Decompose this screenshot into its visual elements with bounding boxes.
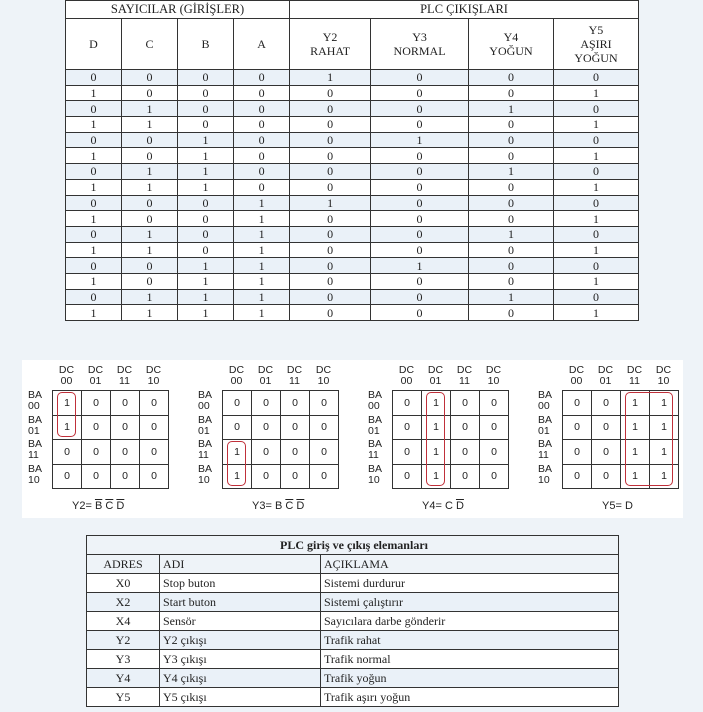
io-address: Y3 [87, 650, 160, 669]
truth-table-cell: 0 [371, 70, 469, 86]
truth-table-cell: 0 [371, 211, 469, 227]
kmap-equation: Y4= C $\overline{D}$ [422, 500, 464, 512]
truth-table-cell: 1 [234, 273, 290, 289]
truth-table-row [66, 211, 639, 227]
kmap-row-label: BA 00 [368, 389, 383, 412]
col-header-a: A [234, 19, 290, 70]
truth-table-cell: 0 [553, 164, 638, 180]
kmap-cell: 1 [650, 391, 679, 416]
kmap-row-label: BA 10 [368, 462, 383, 486]
truth-table-row [66, 101, 639, 117]
kmap-cell: 1 [621, 440, 650, 465]
truth-table-cell: 1 [371, 258, 469, 274]
kmap-col-label: DC 11 [456, 364, 473, 387]
truth-table-cell: 0 [234, 179, 290, 195]
truth-table-row [66, 195, 639, 211]
kmap-col-label: DC 00 [58, 364, 75, 387]
kmap-cell: 0 [223, 391, 252, 416]
kmap-cell: 0 [563, 464, 592, 489]
truth-table-cell: 0 [290, 226, 371, 242]
truth-table-row [66, 226, 639, 242]
truth-table-cell: 0 [290, 305, 371, 321]
io-address: X4 [87, 612, 160, 631]
io-table-row [87, 650, 619, 669]
kmap-cell: 0 [140, 440, 169, 465]
kmap-cell: 0 [310, 464, 339, 489]
truth-table-cell: 0 [468, 242, 553, 258]
kmap-row-label: BA 01 [538, 413, 553, 437]
truth-table-cell: 1 [468, 101, 553, 117]
truth-table-cell: 1 [290, 70, 371, 86]
truth-table-cell: 1 [468, 164, 553, 180]
truth-table-cell: 0 [66, 226, 122, 242]
kmap-row-label: BA 01 [28, 413, 43, 437]
truth-table-cell: 1 [553, 117, 638, 133]
kmap-row-label: BA 00 [28, 389, 43, 412]
truth-table-cell: 1 [122, 305, 178, 321]
io-address: X2 [87, 593, 160, 612]
truth-table-cell: 0 [178, 85, 234, 101]
io-address: X0 [87, 574, 160, 593]
kmap-cell: 0 [393, 440, 422, 465]
kmap-cell: 1 [650, 440, 679, 465]
kmap-cell: 0 [310, 440, 339, 465]
kmap-cell: 0 [53, 440, 82, 465]
truth-table-row [66, 242, 639, 258]
io-header-description: AÇIKLAMA [321, 555, 619, 574]
truth-table-cell: 0 [122, 258, 178, 274]
io-name: Start buton [160, 593, 321, 612]
kmap-cell: 0 [82, 391, 111, 416]
truth-table-cell: 0 [122, 148, 178, 164]
truth-table-cell: 0 [290, 289, 371, 305]
truth-table-cell: 1 [66, 117, 122, 133]
truth-table-cell: 0 [371, 148, 469, 164]
truth-table-row [66, 273, 639, 289]
kmap-cell: 0 [480, 440, 509, 465]
io-name: Y2 çıkışı [160, 631, 321, 650]
truth-table-row [66, 258, 639, 274]
kmap-cell: 0 [451, 464, 480, 489]
truth-table-cell: 0 [553, 70, 638, 86]
truth-table-cell: 1 [66, 211, 122, 227]
truth-table-cell: 1 [66, 148, 122, 164]
truth-table-cell: 0 [468, 85, 553, 101]
truth-table-cell: 0 [122, 273, 178, 289]
truth-table-cell: 0 [234, 117, 290, 133]
truth-table-cell: 1 [122, 242, 178, 258]
io-description: Trafik rahat [321, 631, 619, 650]
col-header-y3: Y3 NORMAL [371, 19, 469, 70]
kmap-cell: 0 [563, 415, 592, 440]
col-header-c: C [122, 19, 178, 70]
kmap-cell: 0 [252, 440, 281, 465]
kmap-group-loop [57, 392, 76, 437]
truth-table-cell: 1 [234, 226, 290, 242]
truth-table-cell: 0 [290, 211, 371, 227]
truth-table-cell: 0 [122, 85, 178, 101]
truth-table-cell: 1 [66, 85, 122, 101]
truth-table-cell: 1 [178, 148, 234, 164]
kmap-cell: 0 [480, 415, 509, 440]
truth-table-cell: 1 [468, 289, 553, 305]
truth-table-row [66, 85, 639, 101]
truth-table-cell: 1 [553, 148, 638, 164]
truth-table-cell: 1 [553, 273, 638, 289]
truth-table-cell: 0 [371, 195, 469, 211]
truth-table-cell: 0 [234, 164, 290, 180]
io-table-row [87, 688, 619, 707]
kmap-cell: 1 [422, 391, 451, 416]
truth-table-cell: 1 [122, 101, 178, 117]
truth-table-cell: 1 [66, 179, 122, 195]
io-table-row [87, 631, 619, 650]
truth-table-cell: 1 [66, 242, 122, 258]
kmap-cell: 0 [111, 464, 140, 489]
io-description: Trafik aşırı yoğun [321, 688, 619, 707]
truth-table-cell: 1 [234, 305, 290, 321]
kmap-col-label: DC 10 [315, 364, 332, 387]
kmap-col-label: DC 00 [228, 364, 245, 387]
truth-table-cell: 0 [371, 85, 469, 101]
kmap-col-label: DC 11 [626, 364, 643, 387]
truth-table-cell: 0 [290, 273, 371, 289]
truth-table-cell: 0 [290, 117, 371, 133]
kmap-equation: $Y2= \overline{B}$ $\overline{C}$ $\overline{D}$ [72, 500, 125, 512]
truth-table-cell: 1 [234, 211, 290, 227]
kmap-grid [392, 390, 509, 489]
truth-table-cell: 0 [122, 70, 178, 86]
truth-table-row [66, 132, 639, 148]
truth-table-cell: 1 [178, 132, 234, 148]
io-name: Stop buton [160, 574, 321, 593]
kmap-col-label: DC 01 [87, 364, 104, 387]
truth-table-cell: 1 [553, 85, 638, 101]
io-name: Y3 çıkışı [160, 650, 321, 669]
col-header-y4: Y4 YOĞUN [468, 19, 553, 70]
truth-table-cell: 0 [468, 195, 553, 211]
kmap-cell: 0 [140, 415, 169, 440]
kmap-cell: 1 [621, 464, 650, 489]
truth-table-cell: 1 [122, 179, 178, 195]
truth-table-cell: 0 [468, 132, 553, 148]
outputs-group-header: PLC ÇIKIŞLARI [290, 1, 639, 19]
kmap-cell: 1 [650, 464, 679, 489]
io-name: Y5 çıkışı [160, 688, 321, 707]
kmap-cell: 0 [111, 440, 140, 465]
kmap-equation: Y5= D [602, 500, 633, 512]
truth-table-row [66, 164, 639, 180]
io-table-row [87, 593, 619, 612]
kmap-group-loop [625, 392, 673, 486]
truth-table-cell: 0 [122, 195, 178, 211]
truth-table-cell: 1 [553, 211, 638, 227]
truth-table-cell: 0 [468, 70, 553, 86]
io-table-title: PLC giriş ve çıkış elemanları [87, 536, 619, 555]
truth-table-cell: 1 [178, 258, 234, 274]
truth-table-cell: 0 [371, 226, 469, 242]
truth-table-cell: 0 [178, 242, 234, 258]
truth-table-cell: 0 [290, 258, 371, 274]
kmap-row-label: BA 10 [538, 462, 553, 486]
truth-table-cell: 0 [290, 242, 371, 258]
kmap-cell: 1 [223, 464, 252, 489]
kmap-col-label: DC 00 [568, 364, 585, 387]
truth-table-cell: 0 [234, 85, 290, 101]
truth-table-cell: 0 [371, 117, 469, 133]
truth-table-cell: 0 [234, 70, 290, 86]
kmap-cell: 0 [281, 464, 310, 489]
kmap-cell: 1 [650, 415, 679, 440]
truth-table-cell: 0 [553, 195, 638, 211]
truth-table-cell: 0 [234, 148, 290, 164]
kmap-row-label: BA 01 [368, 413, 383, 437]
kmap-col-label: DC 10 [655, 364, 672, 387]
kmap-row-label: BA 11 [368, 438, 383, 461]
io-description: Trafik yoğun [321, 669, 619, 688]
truth-table-cell: 0 [66, 195, 122, 211]
truth-table-cell: 0 [66, 70, 122, 86]
karnaugh-map-2 [192, 360, 357, 518]
kmap-row-label: BA 11 [198, 438, 213, 461]
plc-io-table [86, 535, 619, 707]
kmap-cell: 0 [592, 440, 621, 465]
kmap-cell: 0 [111, 391, 140, 416]
kmap-equation: Y3= B $\overline{C}$ $\overline{D}$ [252, 500, 305, 512]
truth-table-cell: 1 [122, 117, 178, 133]
karnaugh-map-4 [532, 360, 697, 518]
kmap-row-label: BA 11 [28, 438, 43, 461]
truth-table-cell: 1 [468, 226, 553, 242]
kmap-col-label: DC 11 [286, 364, 303, 387]
io-header-name: ADI [160, 555, 321, 574]
truth-table-row [66, 70, 639, 86]
truth-table-cell: 1 [234, 289, 290, 305]
kmap-cell: 0 [252, 391, 281, 416]
karnaugh-map-3 [362, 360, 527, 518]
col-header-y5: Y5 AŞIRI YOĞUN [553, 19, 638, 70]
kmap-col-label: DC 10 [145, 364, 162, 387]
io-address: Y5 [87, 688, 160, 707]
io-description: Trafik normal [321, 650, 619, 669]
truth-table-cell: 1 [122, 226, 178, 242]
kmap-cell: 0 [82, 440, 111, 465]
io-description: Sistemi çalıştırır [321, 593, 619, 612]
kmap-cell: 0 [310, 415, 339, 440]
kmap-cell: 0 [281, 440, 310, 465]
truth-table-cell: 0 [371, 242, 469, 258]
io-header-address: ADRES [87, 555, 160, 574]
truth-table-cell: 1 [234, 242, 290, 258]
kmap-cell: 0 [592, 415, 621, 440]
truth-table-cell: 1 [178, 273, 234, 289]
kmap-cell: 0 [140, 464, 169, 489]
kmap-cell: 1 [223, 440, 252, 465]
truth-table-cell: 0 [290, 101, 371, 117]
kmap-cell: 0 [393, 464, 422, 489]
truth-table-cell: 1 [290, 195, 371, 211]
truth-table-cell: 1 [122, 289, 178, 305]
truth-table-cell: 0 [178, 101, 234, 117]
truth-table-cell: 0 [371, 101, 469, 117]
kmap-cell: 0 [592, 391, 621, 416]
kmap-cell: 1 [53, 391, 82, 416]
kmap-cell: 0 [82, 415, 111, 440]
truth-table-cell: 1 [371, 132, 469, 148]
truth-table-cell: 0 [468, 273, 553, 289]
truth-table-cell: 0 [290, 164, 371, 180]
col-header-d: D [66, 19, 122, 70]
truth-table-row [66, 305, 639, 321]
kmap-cell: 0 [281, 391, 310, 416]
kmap-cell: 1 [621, 391, 650, 416]
karnaugh-map-1 [22, 360, 187, 518]
kmap-cell: 0 [140, 391, 169, 416]
truth-table-cell: 0 [553, 226, 638, 242]
io-description: Sistemi durdurur [321, 574, 619, 593]
truth-table-cell: 1 [66, 273, 122, 289]
truth-table-cell: 1 [178, 305, 234, 321]
io-description: Sayıcılara darbe gönderir [321, 612, 619, 631]
kmap-cell: 0 [252, 464, 281, 489]
kmap-col-label: DC 11 [116, 364, 133, 387]
kmap-cell: 0 [563, 440, 592, 465]
io-name: Sensör [160, 612, 321, 631]
io-address: Y2 [87, 631, 160, 650]
kmap-cell: 0 [252, 415, 281, 440]
truth-table-row [66, 148, 639, 164]
truth-table-cell: 1 [178, 289, 234, 305]
truth-table-cell: 0 [234, 101, 290, 117]
kmap-cell: 1 [621, 415, 650, 440]
truth-table-cell: 0 [66, 132, 122, 148]
truth-table-cell: 0 [371, 273, 469, 289]
truth-table-cell: 1 [178, 179, 234, 195]
kmap-row-label: BA 00 [538, 389, 553, 412]
truth-table-row [66, 117, 639, 133]
inputs-group-header: SAYICILAR (GİRİŞLER) [66, 1, 290, 19]
kmap-group-loop [227, 441, 246, 486]
kmap-cell: 0 [393, 391, 422, 416]
io-table-row [87, 669, 619, 688]
kmap-row-label: BA 01 [198, 413, 213, 437]
kmap-cell: 1 [422, 440, 451, 465]
kmap-cell: 1 [422, 415, 451, 440]
truth-table-cell: 0 [66, 164, 122, 180]
truth-table-cell: 0 [553, 289, 638, 305]
truth-table-cell: 0 [290, 85, 371, 101]
truth-table-cell: 0 [468, 258, 553, 274]
truth-table-cell: 0 [178, 117, 234, 133]
truth-table-cell: 0 [178, 70, 234, 86]
truth-table-cell: 0 [371, 179, 469, 195]
truth-table-cell: 0 [468, 148, 553, 164]
truth-table-cell: 0 [122, 211, 178, 227]
truth-table-cell: 0 [553, 132, 638, 148]
truth-table-row [66, 289, 639, 305]
truth-table-cell: 1 [553, 305, 638, 321]
truth-table-cell: 0 [178, 195, 234, 211]
truth-table-cell: 1 [553, 179, 638, 195]
io-table-row [87, 574, 619, 593]
kmap-cell: 0 [223, 415, 252, 440]
truth-table-cell: 1 [122, 164, 178, 180]
kmap-cell: 0 [310, 391, 339, 416]
truth-table-cell: 0 [122, 132, 178, 148]
kmap-row-label: BA 10 [198, 462, 213, 486]
kmap-row-label: BA 10 [28, 462, 43, 486]
truth-table-cell: 1 [234, 195, 290, 211]
kmap-col-label: DC 10 [485, 364, 502, 387]
truth-table-cell: 0 [468, 179, 553, 195]
truth-table-cell: 0 [290, 132, 371, 148]
kmap-cell: 0 [592, 464, 621, 489]
karnaugh-maps-panel [22, 360, 683, 518]
truth-table-cell: 0 [371, 289, 469, 305]
truth-table-cell: 0 [371, 305, 469, 321]
kmap-cell: 0 [480, 464, 509, 489]
truth-table-cell: 0 [553, 101, 638, 117]
truth-table-cell: 0 [371, 164, 469, 180]
truth-table-cell: 0 [290, 179, 371, 195]
kmap-cell: 0 [480, 391, 509, 416]
kmap-cell: 0 [393, 415, 422, 440]
truth-table-cell: 0 [468, 117, 553, 133]
kmap-cell: 0 [451, 440, 480, 465]
io-address: Y4 [87, 669, 160, 688]
kmap-cell: 1 [422, 464, 451, 489]
truth-table-cell: 0 [66, 258, 122, 274]
kmap-group-loop [426, 392, 445, 486]
kmap-cell: 0 [451, 391, 480, 416]
truth-table-cell: 0 [178, 211, 234, 227]
kmap-cell: 0 [111, 415, 140, 440]
truth-table-cell: 0 [468, 305, 553, 321]
kmap-cell: 0 [451, 415, 480, 440]
kmap-cell: 0 [563, 391, 592, 416]
kmap-col-label: DC 01 [597, 364, 614, 387]
col-header-b: B [178, 19, 234, 70]
kmap-cell: 0 [82, 464, 111, 489]
truth-table-cell: 0 [178, 226, 234, 242]
truth-table-cell: 0 [234, 132, 290, 148]
truth-table-cell: 0 [290, 148, 371, 164]
truth-table-cell: 1 [234, 258, 290, 274]
truth-table-cell: 1 [66, 305, 122, 321]
col-header-y2: Y2 RAHAT [290, 19, 371, 70]
kmap-row-label: BA 00 [198, 389, 213, 412]
kmap-cell: 1 [53, 415, 82, 440]
kmap-col-label: DC 01 [257, 364, 274, 387]
kmap-cell: 0 [281, 415, 310, 440]
truth-table [65, 0, 639, 321]
io-name: Y4 çıkışı [160, 669, 321, 688]
kmap-col-label: DC 00 [398, 364, 415, 387]
truth-table-cell: 0 [66, 101, 122, 117]
truth-table-row [66, 179, 639, 195]
truth-table-cell: 0 [468, 211, 553, 227]
truth-table-cell: 0 [553, 258, 638, 274]
kmap-cell: 0 [53, 464, 82, 489]
io-table-row [87, 612, 619, 631]
kmap-row-label: BA 11 [538, 438, 553, 461]
truth-table-cell: 1 [178, 164, 234, 180]
truth-table-cell: 1 [553, 242, 638, 258]
truth-table-cell: 0 [66, 289, 122, 305]
kmap-col-label: DC 01 [427, 364, 444, 387]
